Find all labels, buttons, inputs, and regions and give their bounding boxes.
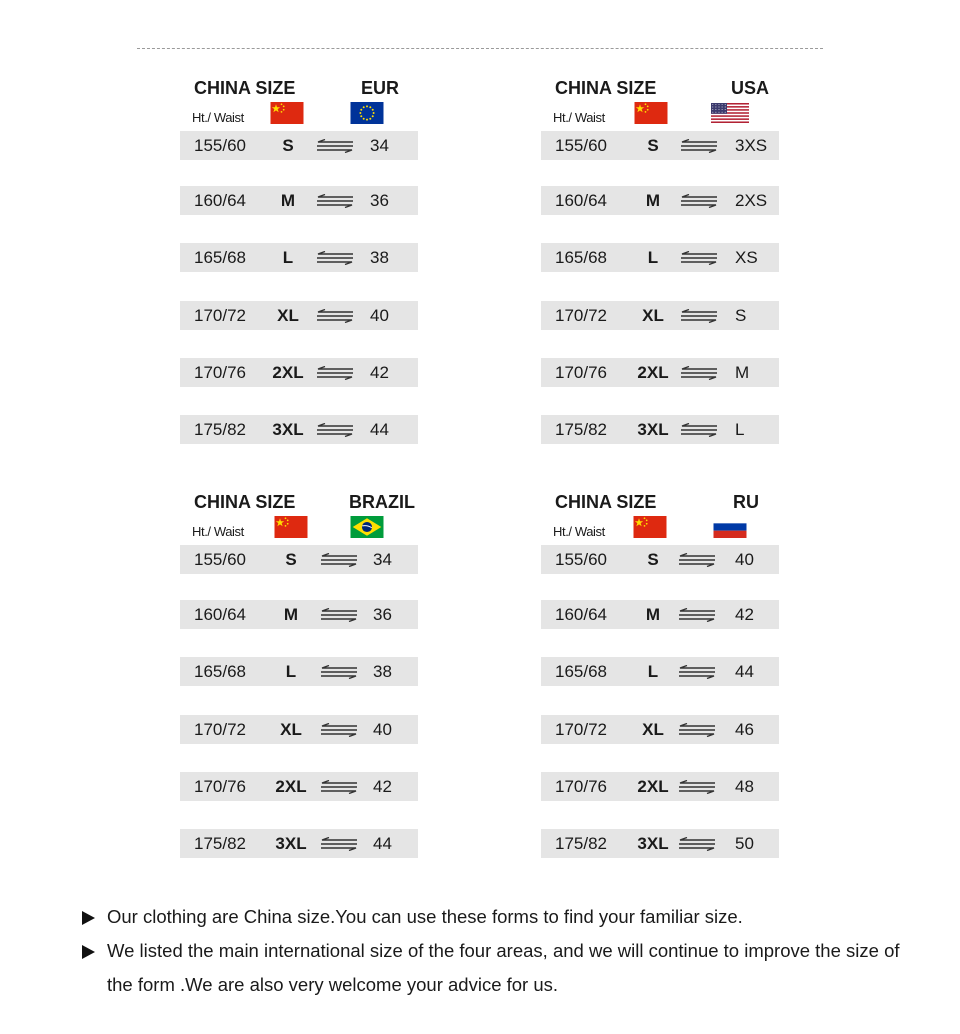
eu-flag-icon bbox=[350, 102, 384, 124]
china-size-value: M bbox=[645, 191, 661, 210]
exchange-arrows-icon bbox=[319, 723, 359, 737]
exchange-arrows-icon bbox=[679, 251, 719, 265]
table-row bbox=[180, 186, 418, 215]
exchange-arrows-icon bbox=[315, 194, 355, 208]
china-size-value: XL bbox=[642, 306, 664, 325]
china-size-value: S bbox=[647, 136, 659, 155]
ht-waist-value: 170/72 bbox=[555, 306, 607, 325]
size-table-brazil bbox=[180, 492, 420, 853]
size-table-ru bbox=[541, 492, 781, 853]
china-size-value: 3XL bbox=[637, 834, 669, 853]
exchange-arrows-icon bbox=[679, 194, 719, 208]
ht-waist-value: 170/72 bbox=[194, 306, 246, 325]
table-row bbox=[541, 358, 779, 387]
bullet-triangle-icon bbox=[82, 945, 95, 959]
table-row bbox=[541, 829, 779, 858]
china-size-value: M bbox=[645, 605, 661, 624]
note-item bbox=[80, 900, 930, 934]
region-size-value: 48 bbox=[735, 777, 754, 796]
russia-flag-icon bbox=[713, 516, 747, 538]
region-size-value: 50 bbox=[735, 834, 754, 853]
ht-waist-value: 165/68 bbox=[194, 662, 246, 681]
ht-waist-value: 165/68 bbox=[555, 662, 607, 681]
table-row bbox=[180, 131, 418, 160]
china-flag-icon bbox=[634, 102, 668, 124]
ht-waist-value: 155/60 bbox=[194, 550, 246, 569]
exchange-arrows-icon bbox=[677, 665, 717, 679]
region-size-value: 36 bbox=[370, 191, 389, 210]
brazil-flag-icon bbox=[350, 516, 384, 538]
china-size-value: XL bbox=[642, 720, 664, 739]
china-size-value: XL bbox=[277, 306, 299, 325]
table-row bbox=[541, 545, 779, 574]
region-size-value: 34 bbox=[373, 550, 392, 569]
ht-waist-value: 160/64 bbox=[194, 605, 246, 624]
ht-waist-value: 170/76 bbox=[555, 363, 607, 382]
china-size-value: 3XL bbox=[275, 834, 307, 853]
region-size-value: 40 bbox=[370, 306, 389, 325]
ht-waist-value: 160/64 bbox=[555, 191, 607, 210]
region-size-value: 38 bbox=[373, 662, 392, 681]
table-row bbox=[541, 243, 779, 272]
china-flag-icon bbox=[270, 102, 304, 124]
exchange-arrows-icon bbox=[677, 553, 717, 567]
ht-waist-value: 175/82 bbox=[555, 834, 607, 853]
ht-waist-value: 170/72 bbox=[555, 720, 607, 739]
ht-waist-label: Ht./ Waist bbox=[192, 110, 244, 125]
exchange-arrows-icon bbox=[679, 309, 719, 323]
table-row bbox=[541, 715, 779, 744]
ht-waist-value: 160/64 bbox=[194, 191, 246, 210]
table-row bbox=[180, 358, 418, 387]
ht-waist-value: 170/72 bbox=[194, 720, 246, 739]
china-size-value: 3XL bbox=[272, 420, 304, 439]
ht-waist-value: 155/60 bbox=[194, 136, 246, 155]
china-size-heading: CHINA SIZE bbox=[555, 492, 657, 512]
exchange-arrows-icon bbox=[677, 837, 717, 851]
exchange-arrows-icon bbox=[315, 366, 355, 380]
exchange-arrows-icon bbox=[679, 423, 719, 437]
region-size-value: 36 bbox=[373, 605, 392, 624]
china-size-value: 2XL bbox=[272, 363, 304, 382]
ht-waist-value: 165/68 bbox=[555, 248, 607, 267]
table-row bbox=[180, 243, 418, 272]
region-heading: USA bbox=[730, 78, 770, 98]
exchange-arrows-icon bbox=[315, 309, 355, 323]
region-size-value: 42 bbox=[735, 605, 754, 624]
china-size-value: 2XL bbox=[637, 777, 669, 796]
china-size-value: L bbox=[647, 248, 659, 267]
region-size-value: 3XS bbox=[735, 136, 768, 155]
region-size-value: 2XS bbox=[735, 191, 768, 210]
ht-waist-value: 175/82 bbox=[555, 420, 607, 439]
china-size-value: M bbox=[280, 191, 296, 210]
china-size-value: M bbox=[283, 605, 299, 624]
note-text: We listed the main international size of the four areas, and we will continue to improve the size of the form .We are also very welcome your advice for us. bbox=[107, 940, 900, 995]
region-size-value: 40 bbox=[373, 720, 392, 739]
table-row bbox=[180, 657, 418, 686]
region-size-value: 44 bbox=[370, 420, 389, 439]
china-size-value: 2XL bbox=[275, 777, 307, 796]
region-heading: RU bbox=[733, 492, 759, 512]
region-size-value: 42 bbox=[370, 363, 389, 382]
ht-waist-value: 160/64 bbox=[555, 605, 607, 624]
exchange-arrows-icon bbox=[677, 723, 717, 737]
table-row bbox=[180, 772, 418, 801]
ht-waist-label: Ht./ Waist bbox=[553, 524, 605, 539]
region-size-value: M bbox=[735, 363, 750, 382]
region-size-value: 44 bbox=[735, 662, 754, 681]
region-size-value: 40 bbox=[735, 550, 754, 569]
china-size-value: S bbox=[282, 136, 294, 155]
table-row bbox=[180, 715, 418, 744]
region-size-value: 34 bbox=[370, 136, 389, 155]
ht-waist-value: 155/60 bbox=[555, 550, 607, 569]
exchange-arrows-icon bbox=[319, 553, 359, 567]
region-size-value: 38 bbox=[370, 248, 389, 267]
table-row bbox=[541, 772, 779, 801]
region-size-value: 42 bbox=[373, 777, 392, 796]
top-divider bbox=[137, 48, 823, 49]
bullet-triangle-icon bbox=[82, 911, 95, 925]
ht-waist-value: 155/60 bbox=[555, 136, 607, 155]
size-table-eur bbox=[180, 78, 420, 439]
table-row bbox=[180, 545, 418, 574]
ht-waist-label: Ht./ Waist bbox=[192, 524, 244, 539]
china-size-heading: CHINA SIZE bbox=[555, 78, 657, 98]
china-flag-icon bbox=[274, 516, 308, 538]
exchange-arrows-icon bbox=[679, 139, 719, 153]
china-size-value: S bbox=[285, 550, 297, 569]
table-row bbox=[541, 600, 779, 629]
exchange-arrows-icon bbox=[319, 837, 359, 851]
region-size-value: L bbox=[735, 420, 745, 439]
region-size-value: XS bbox=[735, 248, 758, 267]
table-row bbox=[541, 131, 779, 160]
exchange-arrows-icon bbox=[319, 608, 359, 622]
china-size-value: L bbox=[282, 248, 294, 267]
exchange-arrows-icon bbox=[677, 608, 717, 622]
table-row bbox=[180, 415, 418, 444]
china-size-heading: CHINA SIZE bbox=[194, 492, 296, 512]
notes bbox=[80, 900, 930, 1002]
usa-flag-icon bbox=[711, 102, 749, 124]
china-size-value: S bbox=[647, 550, 659, 569]
table-row bbox=[541, 301, 779, 330]
china-flag-icon bbox=[633, 516, 667, 538]
china-size-value: L bbox=[285, 662, 297, 681]
ht-waist-value: 170/76 bbox=[194, 363, 246, 382]
table-row bbox=[541, 415, 779, 444]
exchange-arrows-icon bbox=[679, 366, 719, 380]
china-size-value: 2XL bbox=[637, 363, 669, 382]
table-row bbox=[541, 186, 779, 215]
region-size-value: 44 bbox=[373, 834, 392, 853]
region-heading: BRAZIL bbox=[349, 492, 415, 512]
ht-waist-value: 170/76 bbox=[194, 777, 246, 796]
china-size-value: L bbox=[647, 662, 659, 681]
china-size-heading: CHINA SIZE bbox=[194, 78, 296, 98]
exchange-arrows-icon bbox=[319, 780, 359, 794]
table-row bbox=[180, 301, 418, 330]
ht-waist-value: 165/68 bbox=[194, 248, 246, 267]
table-row bbox=[180, 600, 418, 629]
exchange-arrows-icon bbox=[315, 139, 355, 153]
table-row bbox=[541, 657, 779, 686]
china-size-value: 3XL bbox=[637, 420, 669, 439]
ht-waist-label: Ht./ Waist bbox=[553, 110, 605, 125]
exchange-arrows-icon bbox=[677, 780, 717, 794]
exchange-arrows-icon bbox=[315, 423, 355, 437]
size-table-usa bbox=[541, 78, 781, 439]
table-row bbox=[180, 829, 418, 858]
exchange-arrows-icon bbox=[319, 665, 359, 679]
region-size-value: S bbox=[735, 306, 747, 325]
china-size-value: XL bbox=[280, 720, 302, 739]
ht-waist-value: 175/82 bbox=[194, 420, 246, 439]
note-item bbox=[80, 934, 930, 1002]
note-text: Our clothing are China size.You can use these forms to find your familiar size. bbox=[107, 906, 743, 927]
ht-waist-value: 175/82 bbox=[194, 834, 246, 853]
exchange-arrows-icon bbox=[315, 251, 355, 265]
region-size-value: 46 bbox=[735, 720, 754, 739]
ht-waist-value: 170/76 bbox=[555, 777, 607, 796]
region-heading: EUR bbox=[360, 78, 400, 98]
